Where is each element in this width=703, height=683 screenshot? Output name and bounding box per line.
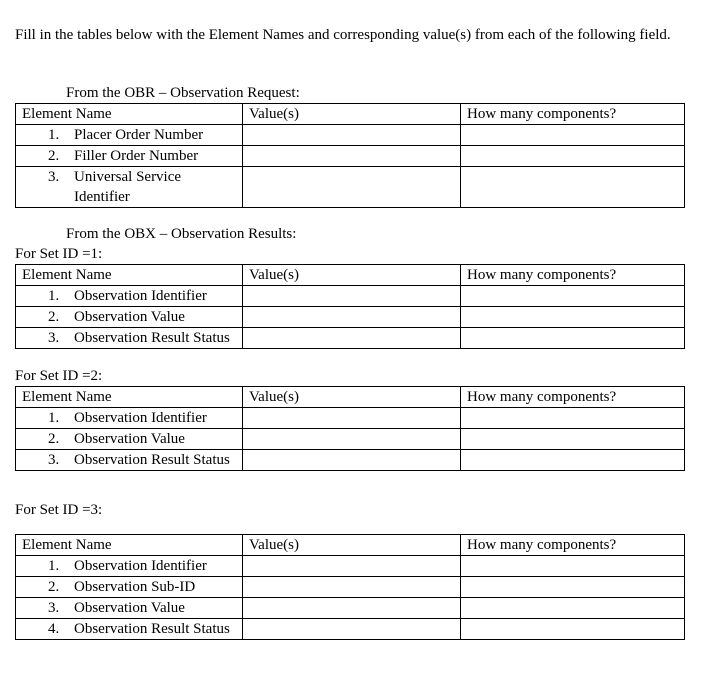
element-name-cell bbox=[16, 556, 243, 577]
table-row bbox=[16, 598, 685, 619]
header-element-name: Element Name bbox=[16, 265, 243, 286]
item-number: 1. bbox=[48, 127, 60, 143]
table-row bbox=[16, 167, 685, 208]
value-cell[interactable] bbox=[243, 577, 461, 598]
components-cell[interactable] bbox=[461, 125, 685, 146]
components-cell[interactable] bbox=[461, 167, 685, 208]
table-row bbox=[16, 429, 685, 450]
element-name: Observation Identifier bbox=[74, 288, 207, 304]
element-name: Placer Order Number bbox=[74, 127, 204, 143]
value-cell[interactable] bbox=[243, 328, 461, 349]
table-header-row bbox=[16, 535, 685, 556]
element-name: Observation Result Status bbox=[74, 452, 230, 468]
item-number: 1. bbox=[48, 410, 60, 426]
value-cell[interactable] bbox=[243, 556, 461, 577]
components-cell[interactable] bbox=[461, 556, 685, 577]
table-row bbox=[16, 146, 685, 167]
element-name-cell bbox=[16, 146, 243, 167]
components-cell[interactable] bbox=[461, 619, 685, 640]
item-number: 2. bbox=[48, 148, 60, 164]
header-components: How many components? bbox=[461, 104, 685, 125]
obx-heading: From the OBX – Observation Results: bbox=[66, 226, 297, 242]
element-name: Observation Sub-ID bbox=[74, 579, 196, 595]
table-row bbox=[16, 328, 685, 349]
item-number: 2. bbox=[48, 309, 60, 325]
value-cell[interactable] bbox=[243, 408, 461, 429]
set-3-label: For Set ID =3: bbox=[15, 502, 103, 518]
element-name-cell bbox=[16, 307, 243, 328]
item-number: 1. bbox=[48, 288, 60, 304]
obr-table bbox=[15, 103, 685, 208]
obx-set-3-table bbox=[15, 534, 685, 640]
obr-heading: From the OBR – Observation Request: bbox=[66, 85, 300, 101]
element-name: Observation Identifier bbox=[74, 558, 207, 574]
header-element-name: Element Name bbox=[16, 104, 243, 125]
element-name: Observation Result Status bbox=[74, 621, 230, 637]
value-cell[interactable] bbox=[243, 167, 461, 208]
table-row bbox=[16, 556, 685, 577]
table-row bbox=[16, 408, 685, 429]
header-element-name: Element Name bbox=[16, 535, 243, 556]
components-cell[interactable] bbox=[461, 408, 685, 429]
table-header-row bbox=[16, 265, 685, 286]
item-number: 2. bbox=[48, 579, 60, 595]
element-name-cell bbox=[16, 125, 243, 146]
element-name-cell bbox=[16, 328, 243, 349]
value-cell[interactable] bbox=[243, 146, 461, 167]
value-cell[interactable] bbox=[243, 125, 461, 146]
value-cell[interactable] bbox=[243, 307, 461, 328]
components-cell[interactable] bbox=[461, 598, 685, 619]
header-values: Value(s) bbox=[243, 535, 461, 556]
components-cell[interactable] bbox=[461, 286, 685, 307]
set-1-label: For Set ID =1: bbox=[15, 246, 103, 262]
item-number: 3. bbox=[48, 600, 60, 616]
header-element-name: Element Name bbox=[16, 387, 243, 408]
components-cell[interactable] bbox=[461, 577, 685, 598]
obx-set-2-table bbox=[15, 386, 685, 471]
item-number: 3. bbox=[48, 330, 60, 346]
table-row bbox=[16, 307, 685, 328]
item-number: 3. bbox=[48, 452, 60, 468]
element-name: Observation Value bbox=[74, 600, 185, 616]
instructions: Fill in the tables below with the Element Names and corresponding value(s) from each of the following field. bbox=[15, 27, 671, 43]
item-number: 1. bbox=[48, 558, 60, 574]
table-row bbox=[16, 125, 685, 146]
components-cell[interactable] bbox=[461, 307, 685, 328]
header-components: How many components? bbox=[461, 387, 685, 408]
element-name-cell bbox=[16, 408, 243, 429]
element-name: Filler Order Number bbox=[74, 148, 199, 164]
components-cell[interactable] bbox=[461, 328, 685, 349]
value-cell[interactable] bbox=[243, 286, 461, 307]
header-values: Value(s) bbox=[243, 265, 461, 286]
value-cell[interactable] bbox=[243, 429, 461, 450]
item-number: 4. bbox=[48, 621, 60, 637]
components-cell[interactable] bbox=[461, 450, 685, 471]
value-cell[interactable] bbox=[243, 598, 461, 619]
element-name: Observation Result Status bbox=[74, 330, 230, 346]
element-name-cell bbox=[16, 450, 243, 471]
element-name-cell bbox=[16, 598, 243, 619]
table-row bbox=[16, 619, 685, 640]
element-name: Observation Value bbox=[74, 309, 185, 325]
components-cell[interactable] bbox=[461, 146, 685, 167]
value-cell[interactable] bbox=[243, 450, 461, 471]
item-number: 2. bbox=[48, 431, 60, 447]
components-cell[interactable] bbox=[461, 429, 685, 450]
element-name: Observation Identifier bbox=[74, 410, 207, 426]
element-name-cell bbox=[16, 619, 243, 640]
table-row bbox=[16, 286, 685, 307]
header-components: How many components? bbox=[461, 535, 685, 556]
element-name: Observation Value bbox=[74, 431, 185, 447]
element-name-cell bbox=[16, 167, 243, 208]
table-header-row bbox=[16, 387, 685, 408]
set-2-label: For Set ID =2: bbox=[15, 368, 103, 384]
element-name-cell bbox=[16, 429, 243, 450]
item-number: 3. bbox=[48, 169, 60, 185]
element-name: Universal Service Identifier bbox=[74, 169, 182, 205]
value-cell[interactable] bbox=[243, 619, 461, 640]
header-values: Value(s) bbox=[243, 104, 461, 125]
table-header-row bbox=[16, 104, 685, 125]
header-components: How many components? bbox=[461, 265, 685, 286]
element-name-cell bbox=[16, 286, 243, 307]
table-row bbox=[16, 577, 685, 598]
obx-set-1-table bbox=[15, 264, 685, 349]
element-name-cell bbox=[16, 577, 243, 598]
header-values: Value(s) bbox=[243, 387, 461, 408]
table-row bbox=[16, 450, 685, 471]
